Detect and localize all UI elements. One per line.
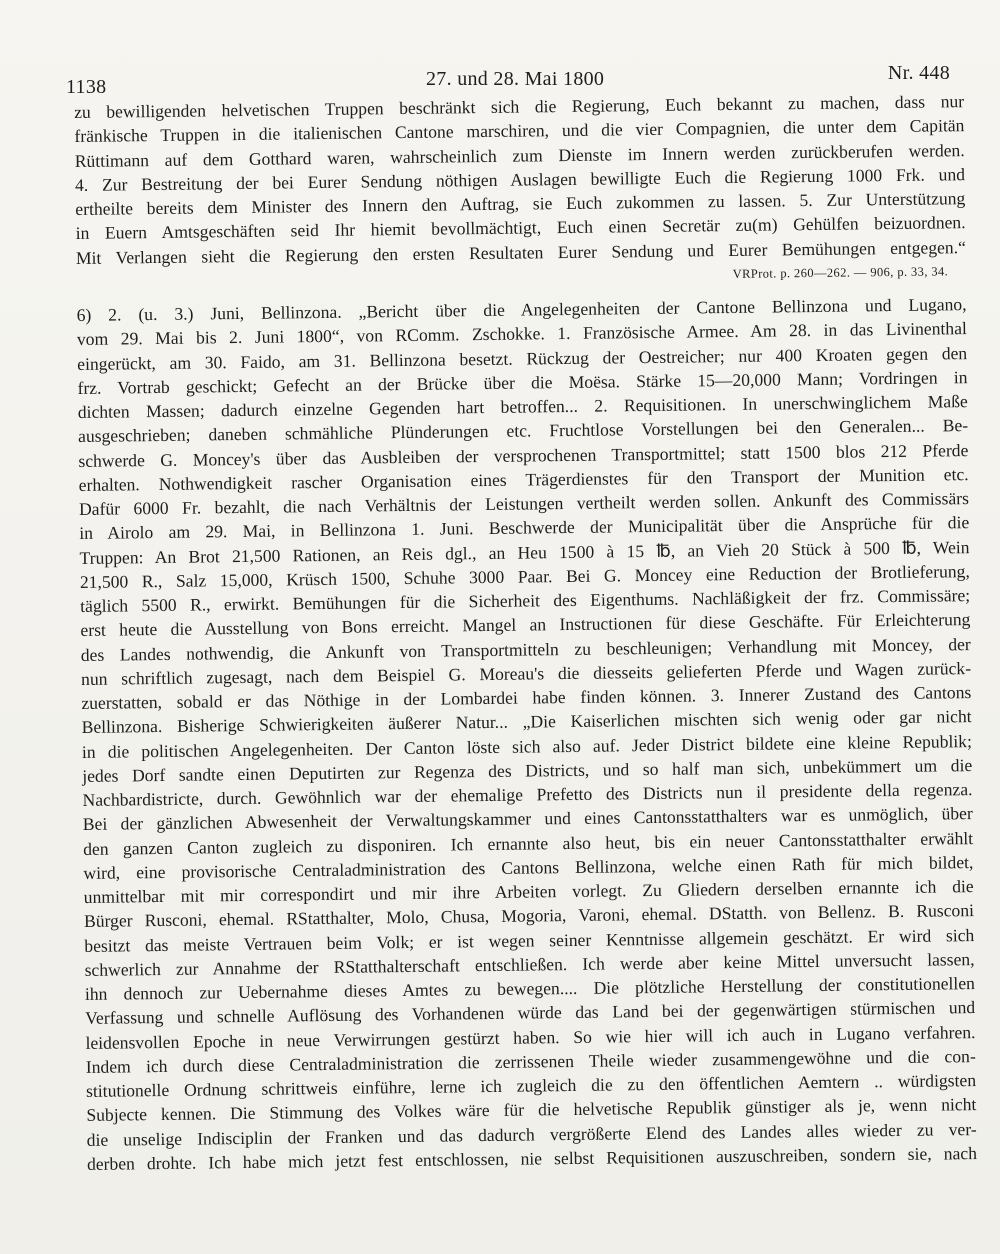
- text-line: den ganzen Canton zugleich zu disponiren. Ich ernannte also heut, bis ein neuer Cantonsstatthalter erwählt: [83, 827, 974, 859]
- page-number: 1138: [66, 76, 107, 98]
- text-line: jedes Dorf sandte einen Deputirten zur Regenza des Districts, und so half man sich, unbekümmert um die: [82, 754, 973, 786]
- text-line: Bei der gänzlichen Abwesenheit der Verwaltungskammer und eines Cantonsstatthalters war es unmöglich, über: [82, 803, 973, 835]
- text-line: ertheilte bereits dem Minister des Innern den Auftrag, sie Euch zukommen zu lassen. 5. Zur Unterstützung: [75, 188, 966, 219]
- text-line: in Euern Amtsgeschäften seid Ihr hiemit bevollmächtigt, Euch einen Secretär zu(m) Gehülfen beizuordnen.: [75, 212, 966, 244]
- text-line: Nachbardistricte, durch. Gewöhnlich war der ehemalige Prefetto des Districts nun il presidente della regenza.: [82, 779, 973, 810]
- header-date: 27. und 28. Mai 1800: [426, 68, 605, 90]
- text-line: Rüttimann auf dem Gotthard waren, wahrscheinlich zum Dienste im Innern werden zurückberufen werden.: [74, 139, 965, 171]
- text-line: wird, eine provisorische Centraladministration des Cantons Bellinzona, welche einen Rath für mich bildet,: [83, 851, 974, 883]
- text-line: Subjecte kennen. Die Stimmung des Volkes wäre für die helvetische Republik günstiger als je, wenn nicht: [86, 1094, 977, 1126]
- text-line: in die politischen Angelegenheiten. Der Canton löste sich also auf. Jeder District bildete eine kleine Republik;: [81, 730, 973, 762]
- text-line: Truppen: An Brot 21,500 Rationen, an Reis dgl., an Heu 1500 à 15 ℔, an Vieh 20 Stück à 500 ℔, Wein: [79, 536, 970, 568]
- source-reference: VRProt. p. 260—262. — 906, p. 33, 34.: [732, 264, 949, 281]
- text-line: Verfassung und schnelle Auflösung des Vorhandenen würde das Land bei der gegenwärtigen stürmischen und: [85, 997, 976, 1029]
- text-line: 6) 2. (u. 3.) Juni, Bellinzona. „Bericht über die Angelegenheiten der Cantone Bellinzona und Lugano,: [76, 294, 967, 325]
- text-line: erhalten. Nothwendigkeit rascher Organisation eines Trägerdienstes für den Transport der Munition etc.: [78, 463, 969, 495]
- text-line: frz. Vortrab geschickt; Gefecht an der Brücke über die Moësa. Stärke 15—20,000 Mann; Vordringen in: [77, 366, 968, 398]
- text-line: zu bewilligenden helvetischen Truppen beschränkt sich die Regierung, Euch bekannt zu machen, dass nur: [74, 91, 965, 122]
- text-line: Indem ich durch diese Centraladministration die zerrissenen Theile wieder zusammengewöhne und die con-: [85, 1045, 976, 1077]
- text-line: zuerstatten, sobald er das Nöthige in der Lombardei habe finden können. 3. Innerer Zustand des Cantons: [81, 682, 972, 713]
- text-line: 4. Zur Bestreitung der bei Eurer Sendung nöthigen Auslagen bewilligte Euch die Regierung 1000 Frk. und: [74, 163, 966, 195]
- text-line: Bürger Rusconi, ehemal. RStatthalter, Molo, Chusa, Mogoria, Varoni, ehemal. DStatth. von Bellenz. B. Rusconi: [83, 900, 975, 932]
- text-line: schwerde G. Moncey's über das Ausbleiben der versprochenen Transportmittel; statt 1500 blos 212 Pferde: [78, 439, 969, 471]
- text-line: 21,500 R., Salz 15,000, Krüsch 1500, Schuhe 3000 Paar. Bei G. Moncey eine Reduction der Brotlieferung,: [79, 560, 970, 592]
- text-line: fränkische Truppen in die italienischen Cantone marschiren, und die vier Compagnien, die unter dem Capitän: [74, 115, 965, 147]
- text-line: in Airolo am 29. Mai, in Bellinzona 1. Juni. Beschwerde der Municipalität über die Ansprüche für die: [79, 512, 970, 544]
- text-line: ihn dennoch zur Uebernahme dieses Amtes zu bewegen.... Die plötzliche Herstellung der constitutionellen: [84, 973, 975, 1004]
- text-line: ausgeschrieben; daneben schmähliche Plünderungen etc. Fruchtlose Vorstellungen bei den Generalen... Be-: [77, 415, 969, 447]
- text-line: dichten Massen; dadurch einzelne Gegenden hart betroffen... 2. Requisitionen. In unerschwinglichem Maße: [77, 391, 968, 422]
- text-line: erst heute die Ausstellung von Bons erreicht. Mangel an Instructionen für diese Geschäfte. Für Erleichterung: [80, 609, 971, 641]
- text-line: eingerückt, am 30. Faido, am 31. Bellinzona besetzt. Rückzug der Oestreicher; nur 400 Kroaten gegen den: [77, 342, 968, 374]
- text-line: derben drohte. Ich habe mich jetzt fest entschlossen, nie selbst Requisitionen auszuschreiben, sondern sie, nach: [86, 1142, 978, 1174]
- text-line: vom 29. Mai bis 2. Juni 1800“, von RComm. Zschokke. 1. Französische Armee. Am 28. in das Livinenthal: [76, 318, 967, 350]
- text-line: Bellinzona. Bisherige Schwierigkeiten äußerer Natur... „Die Kaiserlichen mischten sich wenig oder gar nicht: [81, 706, 972, 738]
- document-number: Nr. 448: [887, 62, 950, 84]
- text-line: leidensvollen Epoche in neue Verwirrungen gestürzt haben. So wie hier will ich auch in Lugano verfahren.: [85, 1021, 976, 1053]
- text-line: Mit Verlangen sieht die Regierung den ersten Resultaten Eurer Sendung und Eurer Bemühungen entgegen.“: [75, 236, 966, 268]
- text-line: die unselige Indisciplin der Franken und das dadurch vergrößerte Elend des Landes alles wieder zu ver-: [86, 1118, 977, 1150]
- text-line: unmittelbar mit mir correspondirt und mir ihre Arbeiten vorlegt. Zu Gliedern derselben ernannte ich die: [83, 876, 974, 907]
- page-body: [74, 89, 977, 1176]
- text-line: täglich 5500 R., erwirkt. Bemühungen für die Sicherheit des Eigenthums. Nachläßigkeit der frz. Commissäre;: [80, 585, 971, 616]
- text-line: besitzt das meiste Vertrauen beim Volk; er ist wegen seiner Kenntnisse allgemein geschätzt. Er wird sich: [84, 924, 975, 956]
- text-line: des Landes nothwendig, die Ankunft von Transportmitteln zu beschleunigen; Verhandlung mit Moncey, der: [80, 633, 971, 665]
- text-line: nun schriftlich zugesagt, nach dem Beispiel G. Moreau's die diesseits gelieferten Pferde und Wagen zurück-: [80, 657, 972, 689]
- text-line: schwerlich zur Annahme der RStatthalterschaft entschließen. Ich werde aber keine Mittel unversucht lassen,: [84, 948, 975, 980]
- text-line: stitutionelle Ordnung schrittweis einführe, lerne ich zugleich die zu den öffentlichen Aemtern .. würdigsten: [85, 1070, 977, 1101]
- text-line: Dafür 6000 Fr. bezahlt, die nach Verhältnis der Leistungen vertheilt werden sollen. Ankunft des Commissärs: [78, 488, 970, 519]
